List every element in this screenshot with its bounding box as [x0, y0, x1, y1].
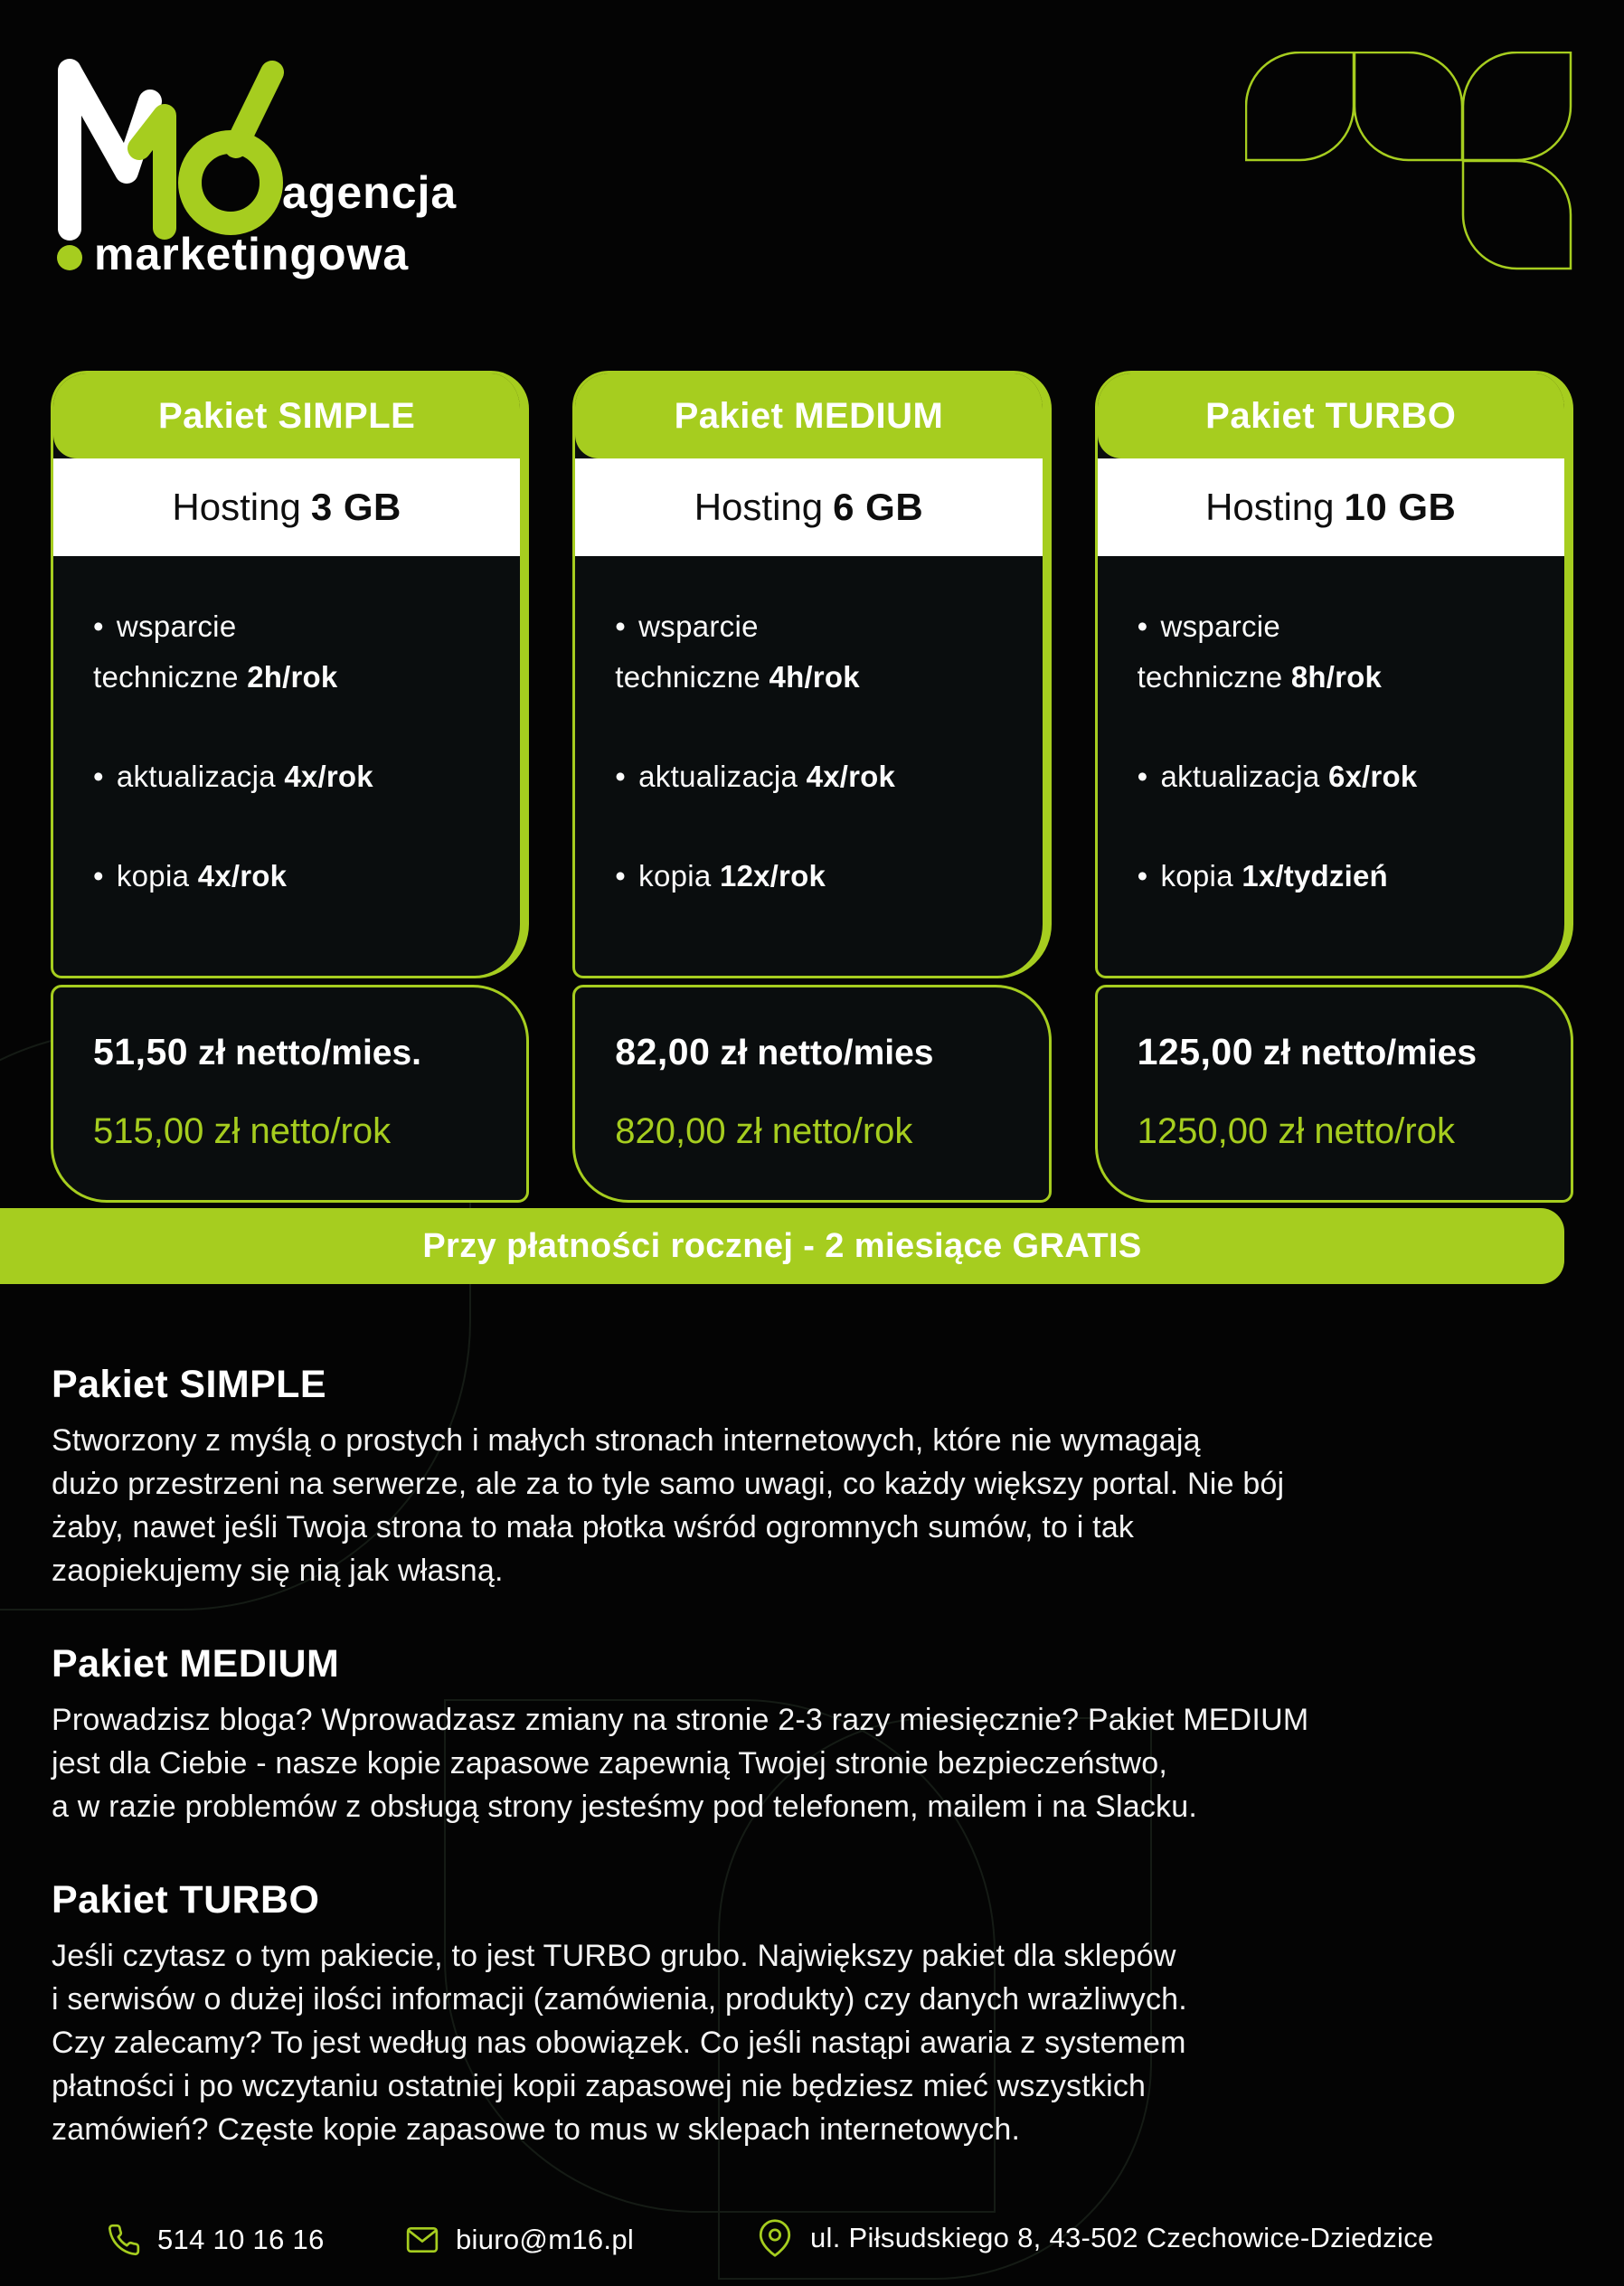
location-pin-icon: [756, 2219, 794, 2257]
section-heading: Pakiet TURBO: [52, 1878, 320, 1922]
section-medium: [52, 1643, 1589, 1828]
price-monthly: 82,00 zł netto/mies: [615, 1031, 934, 1072]
price-yearly: 1250,00 zł netto/rok: [1137, 1111, 1455, 1151]
phone-icon: [107, 2223, 141, 2257]
phone-number: 514 10 16 16: [157, 2224, 325, 2255]
section-turbo: [52, 1879, 1589, 2151]
corner-leaves-ornament: [1245, 52, 1572, 270]
email-address: biuro@m16.pl: [456, 2224, 635, 2255]
pricing-card-medium: [572, 371, 1051, 1203]
feature-item: • kopia 12x/rok: [615, 859, 826, 893]
hosting-value: 6 GB: [833, 486, 924, 528]
address-contact: [756, 2219, 1434, 2257]
street-address: ul. Piłsudskiego 8, 43-502 Czechowice-Dziedzice: [810, 2222, 1434, 2253]
card-header-medium: [575, 373, 1042, 458]
feature-item: • kopia 1x/tydzień: [1137, 859, 1388, 893]
card-title: Pakiet MEDIUM: [674, 395, 944, 436]
bullet-glyph: •: [93, 859, 104, 893]
feature-list: [1098, 556, 1564, 976]
bullet-glyph: •: [615, 859, 627, 893]
section-paragraph: Prowadzisz bloga? Wprowadzasz zmiany na stronie 2-3 razy miesięcznie? Pakiet MEDIUM jest dla Ciebie - nasze kopie zapasowe zapewnią Twojej stronie bezpieczeństwo, a w razie problemów z obsługą strony jesteśmy pod telefonem, mailem i na Slacku.: [52, 1703, 1309, 1824]
feature-list: [575, 556, 1042, 976]
price-monthly: 51,50 zł netto/mies.: [93, 1031, 421, 1072]
feature-item: • aktualizacja 6x/rok: [1137, 760, 1418, 793]
card-title: Pakiet TURBO: [1205, 395, 1457, 436]
hosting-value: 3 GB: [310, 486, 401, 528]
pricing-card-turbo: [1095, 371, 1573, 1203]
section-simple: [52, 1364, 1589, 1592]
feature-list: [53, 556, 520, 976]
card-main-simple: [51, 371, 529, 978]
price-yearly: 820,00 zł netto/rok: [615, 1111, 913, 1151]
banner-text: Przy płatności rocznej - 2 miesiące GRATIS: [422, 1226, 1142, 1265]
annual-payment-banner: [0, 1208, 1564, 1284]
contact-footer: [0, 2217, 1624, 2275]
bullet-glyph: •: [93, 609, 104, 643]
feature-item: • wsparcie techniczne 4h/rok: [615, 609, 860, 694]
price-monthly: 125,00 zł netto/mies: [1137, 1031, 1478, 1072]
email-contact: [405, 2223, 634, 2257]
logo-tagline-2: marketingowa: [94, 229, 410, 279]
hosting-band-simple: [53, 458, 520, 556]
feature-item: • wsparcie techniczne 8h/rok: [1137, 609, 1383, 694]
package-descriptions: [52, 1364, 1589, 2202]
feature-item: • kopia 4x/rok: [93, 859, 288, 893]
bullet-glyph: •: [1137, 859, 1148, 893]
bullet-glyph: •: [1137, 760, 1148, 793]
bullet-glyph: •: [1137, 609, 1148, 643]
price-yearly: 515,00 zł netto/rok: [93, 1111, 392, 1151]
logo-tagline-1: agencja: [282, 167, 458, 218]
logo-one: [139, 116, 165, 228]
hosting-band-turbo: [1098, 458, 1564, 556]
m16-logo: [51, 36, 557, 298]
section-paragraph: Stworzony z myślą o prostych i małych stronach internetowych, które nie wymagają dużo przestrzeni na serwerze, ale za to tyle samo uwagi, co każdy większy portal. Nie bój żaby, nawet jeśli Twoja strona to mała płotka wśród ogromnych sumów, to i tak zaopiekujemy się nią jak własną.: [52, 1423, 1285, 1588]
pricing-card-simple: [51, 371, 529, 1203]
hosting-prefix: Hosting: [694, 486, 824, 528]
card-header-turbo: [1098, 373, 1564, 458]
feature-item: • wsparcie techniczne 2h/rok: [93, 609, 338, 694]
bullet-glyph: •: [615, 609, 627, 643]
feature-item: • aktualizacja 4x/rok: [615, 760, 896, 793]
card-title: Pakiet SIMPLE: [157, 395, 416, 436]
hosting-band-medium: [575, 458, 1042, 556]
section-heading: Pakiet MEDIUM: [52, 1642, 340, 1686]
hosting-prefix: Hosting: [172, 486, 301, 528]
pricing-cards-row: [51, 371, 1573, 1203]
section-paragraph: Jeśli czytasz o tym pakiecie, to jest TURBO grubo. Największy pakiet dla sklepów i serwisów o dużej ilości informacji (zamówienia, produkty) czy danych wrażliwych. Czy zalecamy? To jest według nas obowiązek. Co jeśli nastąpi awaria z systemem płatności i po wczytaniu ostatniej kopii zapasowej nie będziesz mieć wszystkich zamówień? Częste kopie zapasowe to mus w sklepach internetowych.: [52, 1939, 1187, 2147]
card-header-simple: [53, 373, 520, 458]
hosting-value: 10 GB: [1344, 486, 1457, 528]
price-box-simple: [51, 985, 529, 1203]
price-box-turbo: [1095, 985, 1573, 1203]
card-main-turbo: [1095, 371, 1573, 978]
feature-item: • aktualizacja 4x/rok: [93, 760, 373, 793]
logo-dot: [57, 245, 82, 270]
section-heading: Pakiet SIMPLE: [52, 1363, 326, 1406]
phone-contact: [107, 2223, 325, 2257]
bullet-glyph: •: [93, 760, 104, 793]
hosting-prefix: Hosting: [1205, 486, 1335, 528]
mail-icon: [405, 2223, 439, 2257]
price-box-medium: [572, 985, 1051, 1203]
bullet-glyph: •: [615, 760, 627, 793]
card-main-medium: [572, 371, 1051, 978]
